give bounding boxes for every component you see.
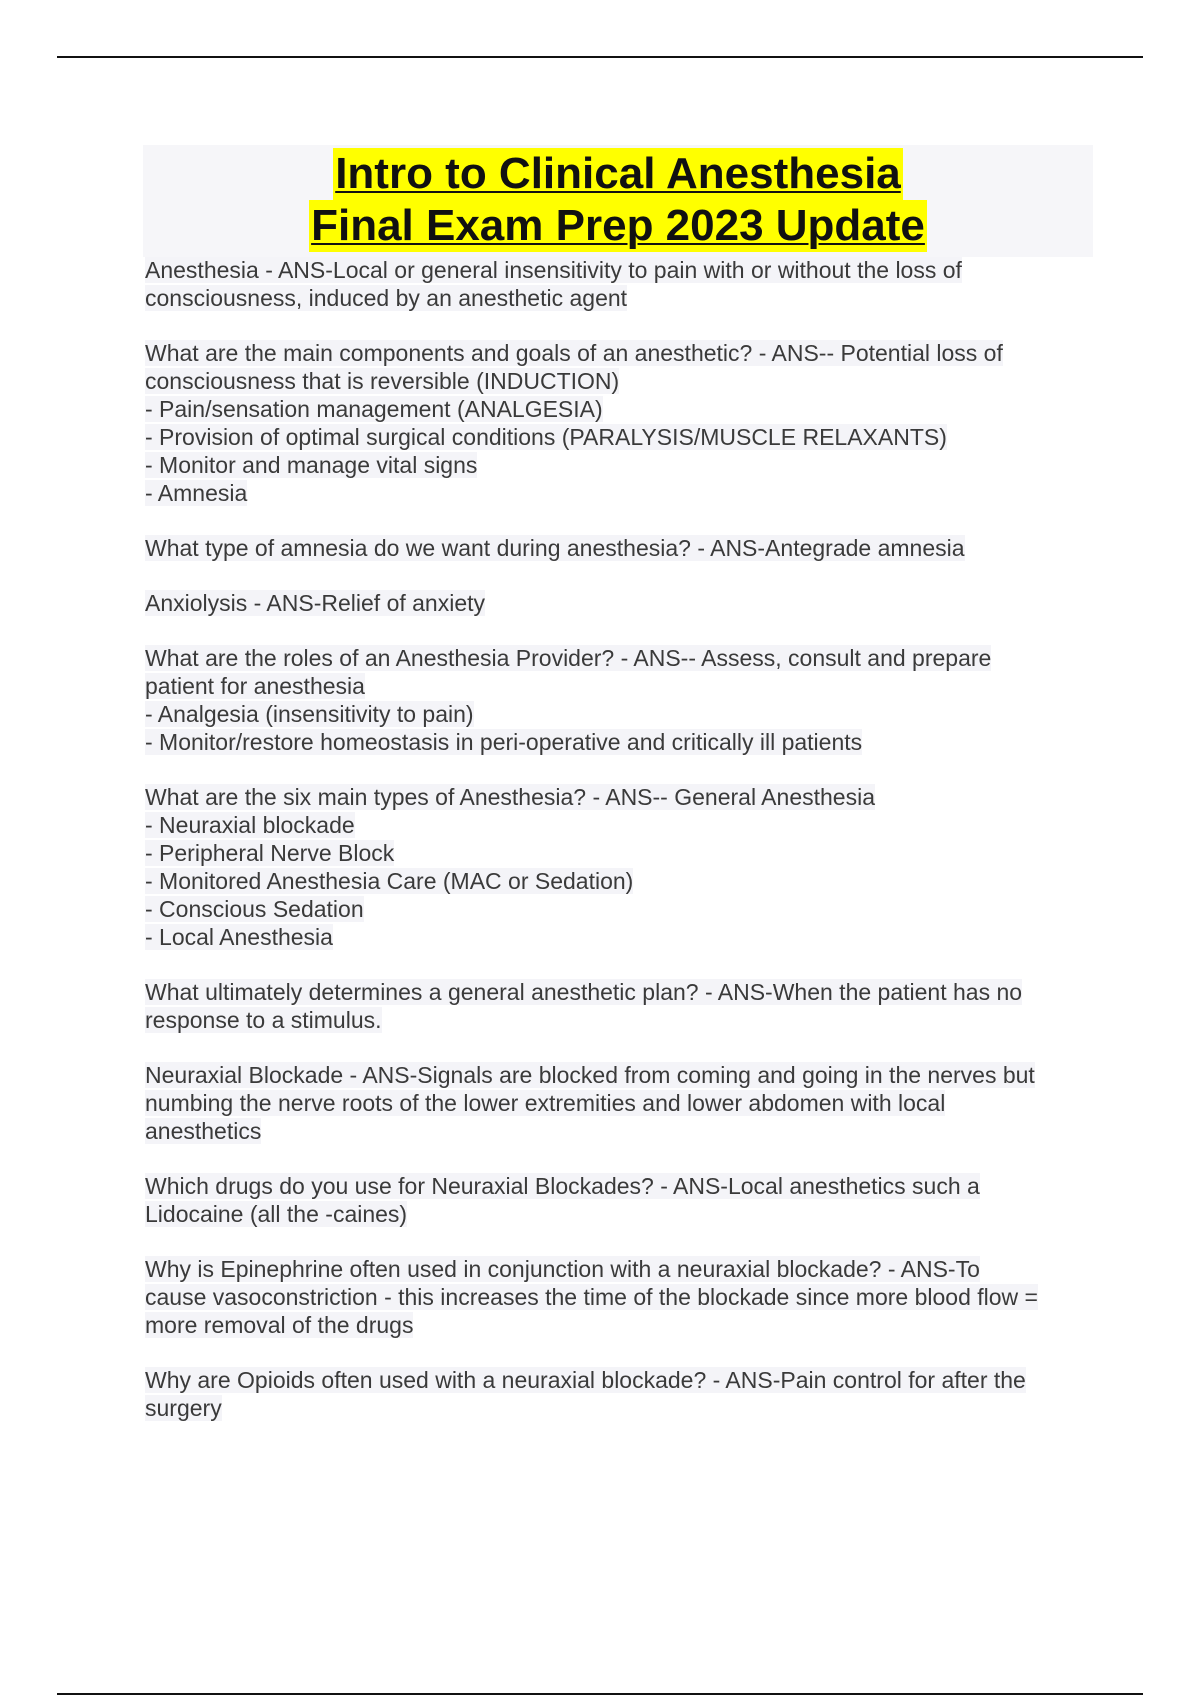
qa-line-text: - Amnesia [145, 480, 248, 506]
qa-line [145, 644, 1095, 672]
qa-entry [145, 534, 1095, 562]
qa-line [145, 1200, 1095, 1228]
qa-line [145, 1172, 1095, 1200]
qa-entry [145, 1366, 1095, 1422]
qa-line-text: - Pain/sensation management (ANALGESIA) [145, 396, 603, 422]
qa-entry [145, 1255, 1095, 1339]
qa-line-text: Why are Opioids often used with a neuraxial blockade? - ANS-Pain control for after the [145, 1367, 1026, 1393]
qa-line-text: What type of amnesia do we want during anesthesia? - ANS-Antegrade amnesia [145, 535, 965, 561]
qa-line-text: cause vasoconstriction - this increases the time of the blockade since more blood flow = [145, 1284, 1038, 1310]
top-rule [57, 56, 1143, 58]
qa-line [145, 339, 1095, 367]
qa-line [145, 783, 1095, 811]
qa-line [145, 1311, 1095, 1339]
bottom-rule [57, 1693, 1143, 1695]
qa-entry [145, 339, 1095, 507]
qa-line [145, 367, 1095, 395]
qa-entry [145, 1061, 1095, 1145]
qa-line [145, 1366, 1095, 1394]
qa-line [145, 256, 1095, 284]
qa-line [145, 1006, 1095, 1034]
qa-line-text: What are the six main types of Anesthesia? - ANS-- General Anesthesia [145, 784, 875, 810]
qa-line-text: - Analgesia (insensitivity to pain) [145, 701, 474, 727]
qa-line-text: Why is Epinephrine often used in conjunction with a neuraxial blockade? - ANS-To [145, 1256, 980, 1282]
title-block [143, 145, 1093, 257]
qa-entry [145, 1172, 1095, 1228]
qa-line-text: - Monitor/restore homeostasis in peri-operative and critically ill patients [145, 729, 863, 755]
qa-line-text: - Monitor and manage vital signs [145, 452, 478, 478]
qa-line [145, 923, 1095, 951]
qa-line [145, 284, 1095, 312]
qa-line [145, 451, 1095, 479]
qa-line-text: - Neuraxial blockade [145, 812, 355, 838]
qa-line-text: Neuraxial Blockade - ANS-Signals are blocked from coming and going in the nerves but [145, 1062, 1035, 1088]
qa-line-text: surgery [145, 1395, 222, 1421]
qa-line-text: Lidocaine (all the -caines) [145, 1201, 408, 1227]
qa-entry [145, 644, 1095, 756]
qa-entry [145, 783, 1095, 951]
qa-line-text: Anxiolysis - ANS-Relief of anxiety [145, 590, 486, 616]
qa-line-text: What are the main components and goals of an anesthetic? - ANS-- Potential loss of [145, 340, 1003, 366]
title-line-2: Final Exam Prep 2023 Update [311, 201, 925, 250]
qa-line [145, 1089, 1095, 1117]
qa-line-text: - Provision of optimal surgical conditions (PARALYSIS/MUSCLE RELAXANTS) [145, 424, 947, 450]
qa-line-text: anesthetics [145, 1118, 262, 1144]
qa-line-text: numbing the nerve roots of the lower extremities and lower abdomen with local [145, 1090, 946, 1116]
qa-line [145, 867, 1095, 895]
qa-line-text: response to a stimulus. [145, 1007, 382, 1033]
title-line-1: Intro to Clinical Anesthesia [335, 149, 901, 198]
qa-line [145, 423, 1095, 451]
qa-list [145, 256, 1095, 1449]
qa-line [145, 895, 1095, 923]
qa-line [145, 479, 1095, 507]
qa-line-text: - Monitored Anesthesia Care (MAC or Sedation) [145, 868, 634, 894]
qa-line [145, 811, 1095, 839]
qa-entry [145, 978, 1095, 1034]
qa-line [145, 1394, 1095, 1422]
qa-line [145, 589, 1095, 617]
qa-line [145, 1255, 1095, 1283]
qa-line-text: - Conscious Sedation [145, 896, 364, 922]
qa-line-text: What ultimately determines a general anesthetic plan? - ANS-When the patient has no [145, 979, 1023, 1005]
qa-line [145, 534, 1095, 562]
qa-line-text: more removal of the drugs [145, 1312, 414, 1338]
qa-line-text: - Local Anesthesia [145, 924, 333, 950]
qa-line [145, 1283, 1095, 1311]
qa-line [145, 672, 1095, 700]
qa-line [145, 1117, 1095, 1145]
qa-entry [145, 589, 1095, 617]
qa-line-text: - Peripheral Nerve Block [145, 840, 395, 866]
qa-line [145, 1061, 1095, 1089]
qa-line-text: Anesthesia - ANS-Local or general insensitivity to pain with or without the loss of [145, 257, 962, 283]
qa-line-text: consciousness, induced by an anesthetic agent [145, 285, 628, 311]
qa-line [145, 839, 1095, 867]
qa-entry [145, 256, 1095, 312]
qa-line-text: consciousness that is reversible (INDUCTION) [145, 368, 620, 394]
qa-line [145, 395, 1095, 423]
qa-line [145, 700, 1095, 728]
qa-line [145, 728, 1095, 756]
qa-line-text: Which drugs do you use for Neuraxial Blockades? - ANS-Local anesthetics such a [145, 1173, 980, 1199]
qa-line-text: patient for anesthesia [145, 673, 365, 699]
qa-line-text: What are the roles of an Anesthesia Provider? - ANS-- Assess, consult and prepare [145, 645, 992, 671]
qa-line [145, 978, 1095, 1006]
